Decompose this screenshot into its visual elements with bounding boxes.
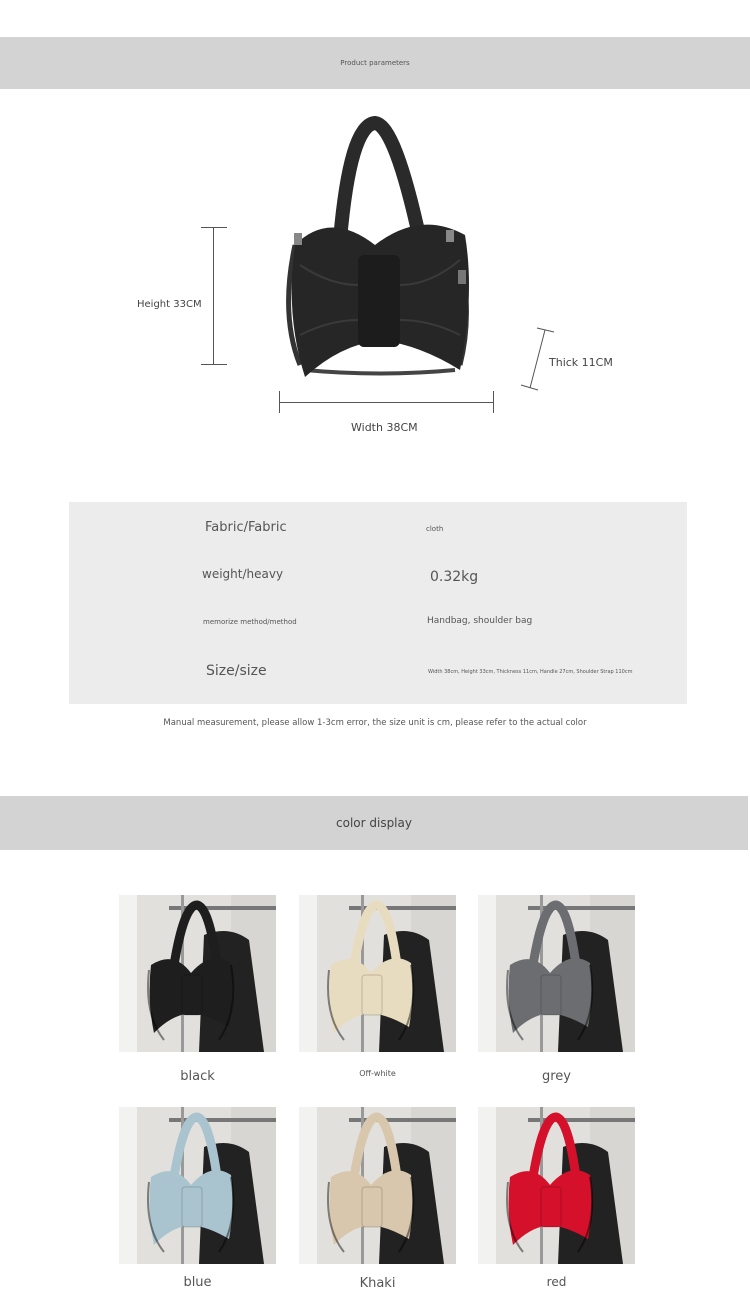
- color-label-black: black: [180, 1069, 215, 1084]
- width-line: [279, 402, 494, 403]
- height-top-tick: [201, 227, 227, 228]
- method-value: Handbag, shoulder bag: [427, 616, 533, 626]
- color-label-red: red: [546, 1275, 567, 1289]
- product-parameters-title: Product parameters: [340, 59, 410, 67]
- height-label: Height 33CM: [137, 299, 202, 310]
- color-swatch-grey[interactable]: [478, 895, 635, 1052]
- spec-table: [69, 502, 687, 704]
- method-label: memorize method/method: [203, 618, 297, 626]
- color-swatch-black[interactable]: [119, 895, 276, 1052]
- thick-label: Thick 11CM: [549, 356, 613, 369]
- height-bottom-tick: [201, 364, 227, 365]
- color-label-blue: blue: [183, 1275, 212, 1290]
- color-swatch-off-white[interactable]: [299, 895, 456, 1052]
- size-label: Size/size: [206, 663, 267, 679]
- weight-label: weight/heavy: [202, 567, 284, 581]
- height-line: [213, 227, 214, 365]
- product-parameters-banner: [0, 37, 750, 89]
- fabric-label: Fabric/Fabric: [205, 520, 287, 535]
- color-display-title: color display: [336, 816, 412, 830]
- size-value: Width 38cm, Height 33cm, Thickness 11cm, Handle 27cm, Shoulder Strap 110cm: [428, 669, 633, 675]
- color-swatch-khaki[interactable]: [299, 1107, 456, 1264]
- measurement-note: Manual measurement, please allow 1-3cm error, the size unit is cm, please refer to the actual color: [163, 718, 587, 728]
- fabric-value: cloth: [426, 525, 444, 533]
- width-right-tick: [493, 391, 494, 413]
- bag-dimension-image: [270, 115, 490, 385]
- color-label-khaki: Khaki: [359, 1276, 396, 1291]
- weight-value: 0.32kg: [430, 569, 479, 585]
- color-label-off-white: Off-white: [359, 1069, 396, 1078]
- color-label-grey: grey: [541, 1069, 571, 1084]
- width-label: Width 38CM: [351, 421, 418, 434]
- color-swatch-blue[interactable]: [119, 1107, 276, 1264]
- color-display-banner: [0, 796, 748, 850]
- color-swatch-red[interactable]: [478, 1107, 635, 1264]
